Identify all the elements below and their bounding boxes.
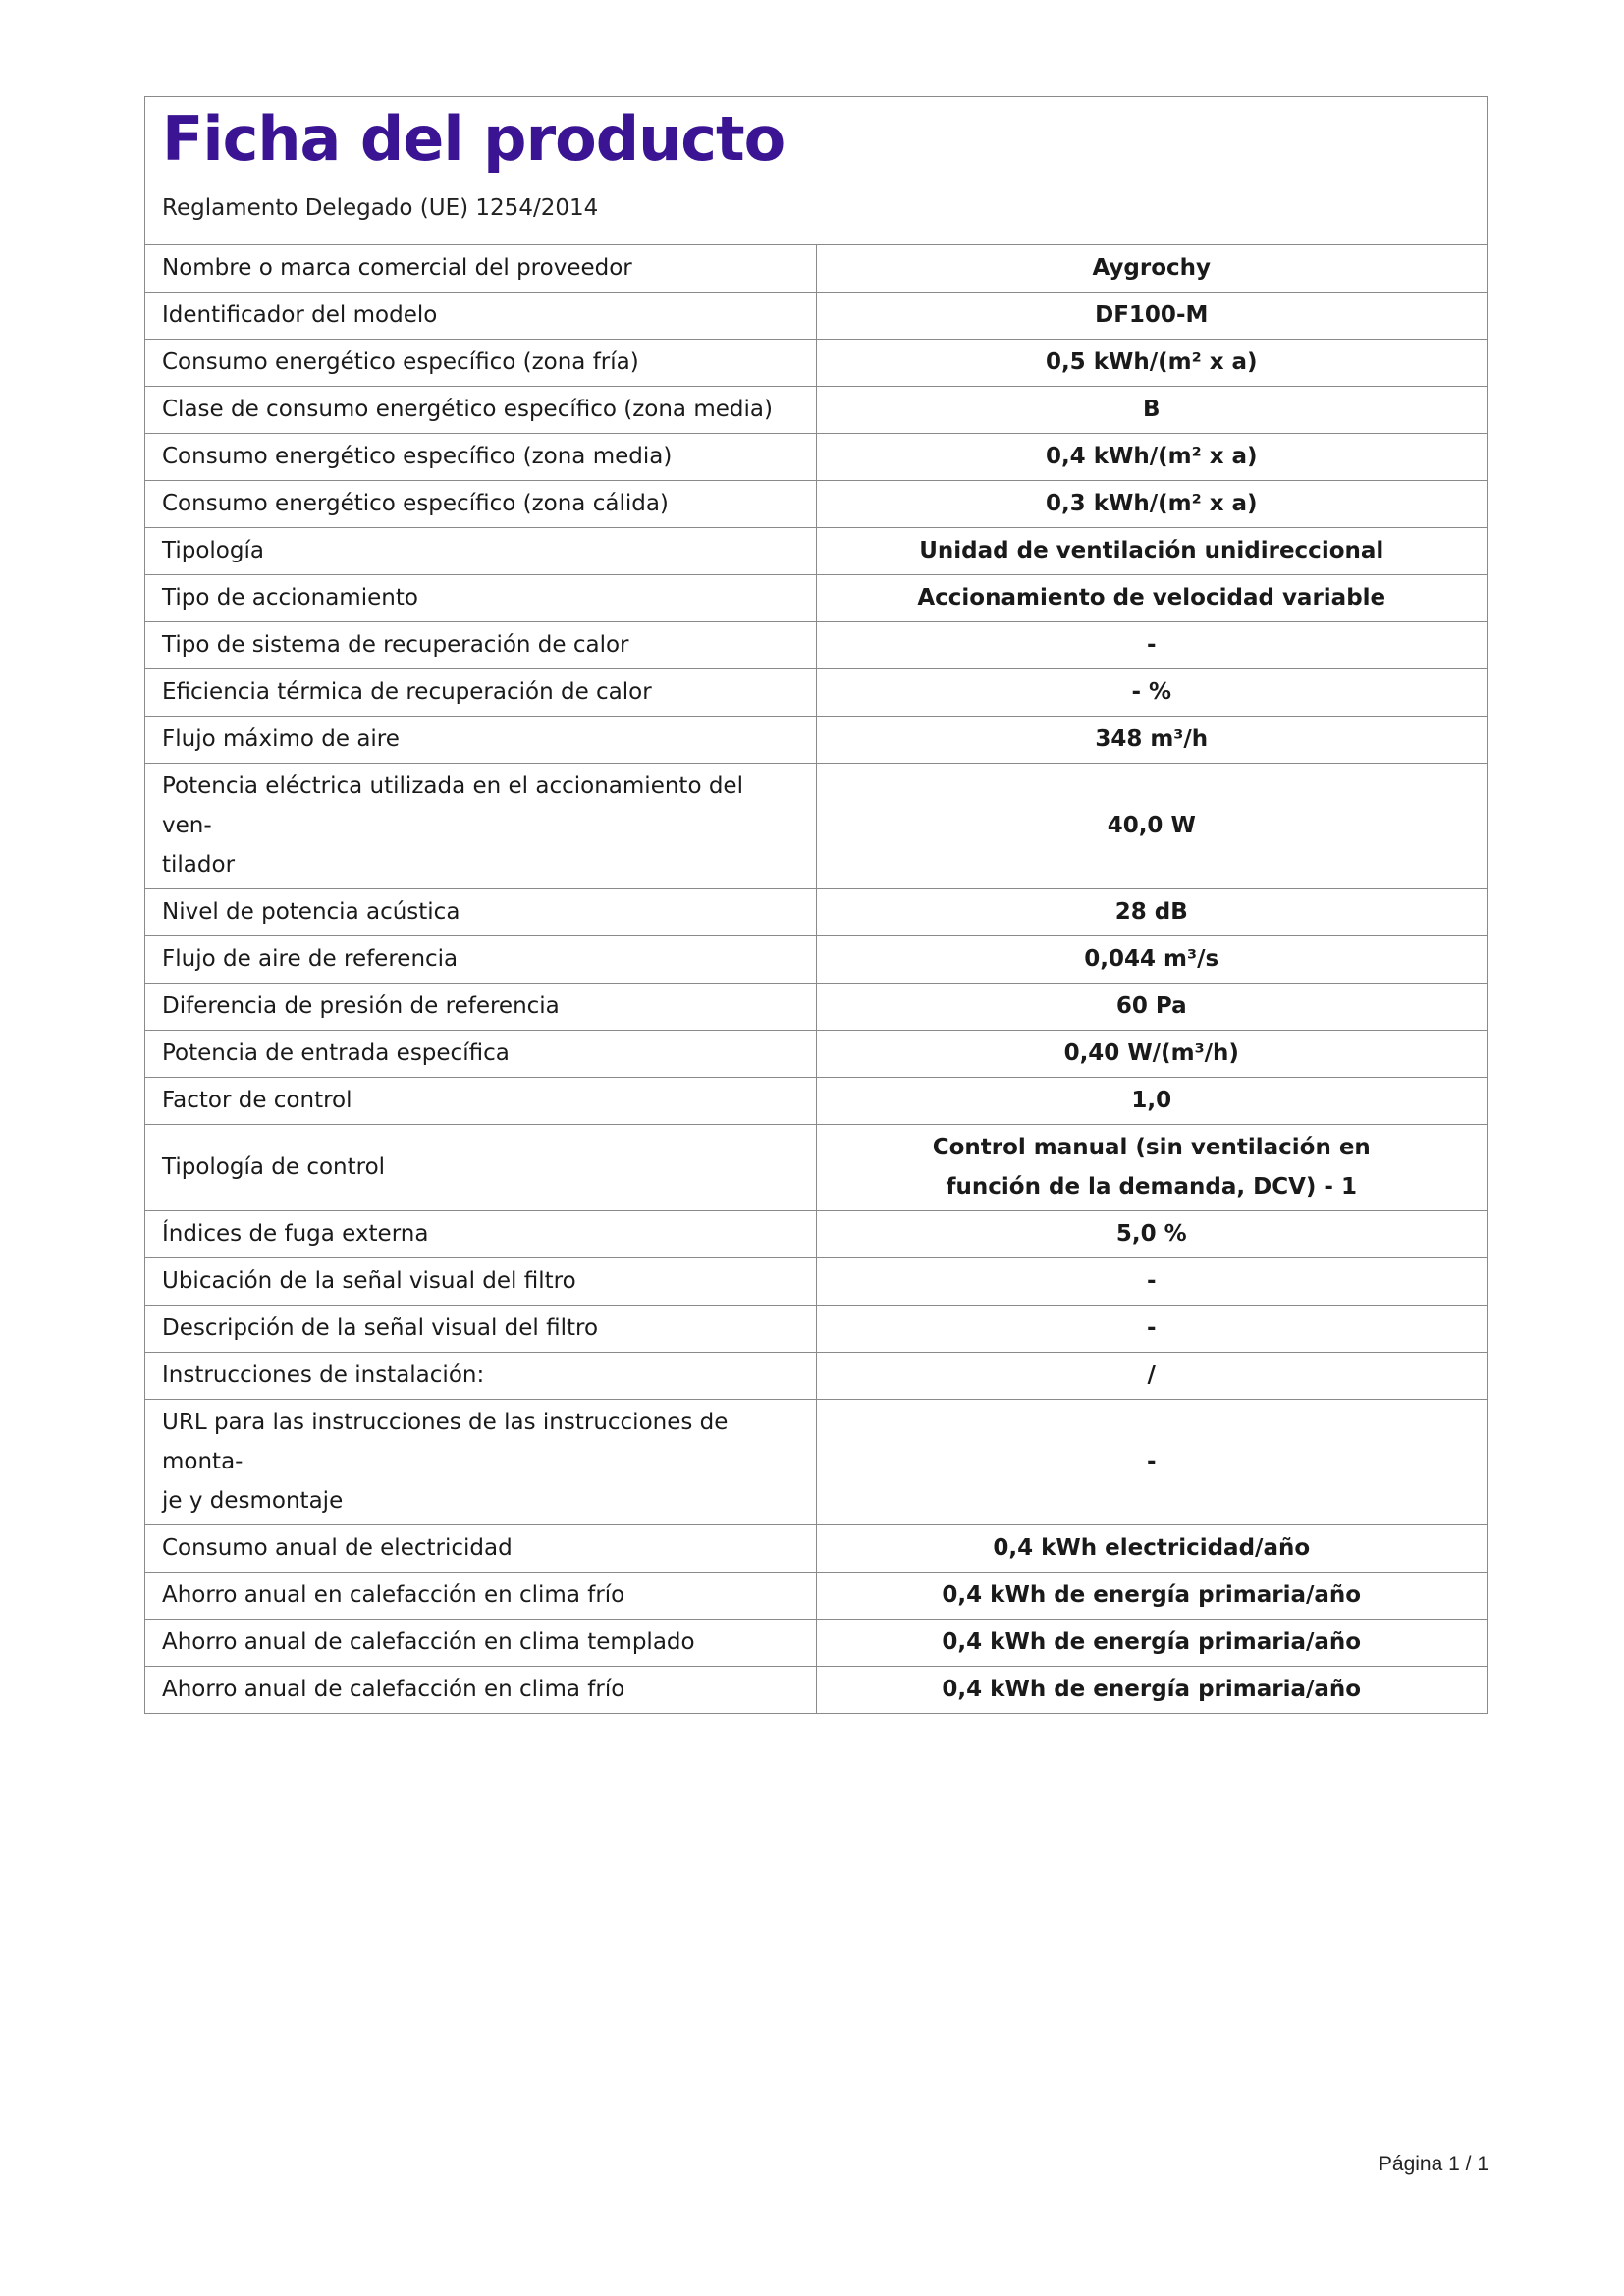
row-value: - [816, 622, 1487, 669]
row-value: - [816, 1400, 1487, 1525]
row-value: 1,0 [816, 1078, 1487, 1125]
row-label: Ahorro anual en calefacción en clima frío [145, 1573, 816, 1620]
row-value: Aygrochy [1092, 255, 1212, 281]
product-sheet [144, 96, 1488, 1714]
table-row [145, 293, 1487, 340]
row-value: DF100-M [816, 293, 1487, 340]
row-value: 5,0 % [816, 1211, 1487, 1258]
row-value: Control manual (sin ventilación en función de la demanda, DCV) - 1 [816, 1125, 1487, 1211]
row-value: 0,4 kWh de energía primaria/año [816, 1573, 1487, 1620]
row-label: Eficiencia térmica de recuperación de calor [145, 669, 816, 717]
row-label: Consumo energético específico (zona fría) [145, 340, 816, 387]
row-label: Potencia de entrada específica [145, 1031, 816, 1078]
table-row [145, 340, 1487, 387]
row-value: 40,0 W [816, 764, 1487, 889]
row-value: 60 Pa [816, 984, 1487, 1031]
table-row [145, 1306, 1487, 1353]
row-label: Ubicación de la señal visual del filtro [145, 1258, 816, 1306]
table-row [145, 1258, 1487, 1306]
table-row [145, 764, 1487, 889]
table-row [145, 434, 1487, 481]
row-label: Tipología [145, 528, 816, 575]
row-label: Identificador del modelo [145, 293, 816, 340]
row-value: 0,4 kWh electricidad/año [816, 1525, 1487, 1573]
table-row [145, 1211, 1487, 1258]
table-body [145, 245, 1487, 1713]
sheet-header [145, 97, 1487, 245]
row-value: B [816, 387, 1487, 434]
page-number: Página 1 / 1 [1378, 2153, 1489, 2175]
row-value: 0,4 kWh de energía primaria/año [816, 1620, 1487, 1667]
table-row [145, 245, 1487, 293]
row-value: - % [816, 669, 1487, 717]
table-row [145, 575, 1487, 622]
row-label: Instrucciones de instalación: [145, 1353, 816, 1400]
row-label: Consumo energético específico (zona cálida) [145, 481, 816, 528]
row-label: Flujo máximo de aire [145, 717, 816, 764]
row-label: Tipo de sistema de recuperación de calor [145, 622, 816, 669]
table-row [145, 387, 1487, 434]
row-value: 0,044 m³/s [816, 936, 1487, 984]
table-row [145, 528, 1487, 575]
table-row [145, 1078, 1487, 1125]
table-row [145, 669, 1487, 717]
row-label: Factor de control [145, 1078, 816, 1125]
row-label: Consumo energético específico (zona media) [145, 434, 816, 481]
table-row [145, 1667, 1487, 1714]
table-row [145, 1125, 1487, 1211]
page-title: Ficha del producto [162, 103, 785, 175]
row-label: Nombre o marca comercial del proveedor [145, 245, 816, 293]
table-row [145, 622, 1487, 669]
row-value: 348 m³/h [816, 717, 1487, 764]
row-label: URL para las instrucciones de las instrucciones de monta- je y desmontaje [145, 1400, 816, 1525]
table-row [145, 1353, 1487, 1400]
row-value: - [816, 1258, 1487, 1306]
row-label: Potencia eléctrica utilizada en el accionamiento del ven- tilador [145, 764, 816, 889]
row-value: / [816, 1353, 1487, 1400]
row-value: Unidad de ventilación unidireccional [816, 528, 1487, 575]
row-value: 28 dB [816, 889, 1487, 936]
row-value: 0,40 W/(m³/h) [816, 1031, 1487, 1078]
product-data-table [145, 245, 1487, 1713]
table-row [145, 1620, 1487, 1667]
table-row [145, 1400, 1487, 1525]
table-row [145, 1525, 1487, 1573]
row-value: Accionamiento de velocidad variable [816, 575, 1487, 622]
table-row [145, 936, 1487, 984]
row-value: 0,4 kWh de energía primaria/año [816, 1667, 1487, 1714]
regulation-subtitle: Reglamento Delegado (UE) 1254/2014 [162, 195, 599, 221]
row-label: Tipología de control [145, 1125, 816, 1211]
row-value: 0,3 kWh/(m² x a) [816, 481, 1487, 528]
row-label: Ahorro anual de calefacción en clima frío [145, 1667, 816, 1714]
row-label: Índices de fuga externa [145, 1211, 816, 1258]
row-value: 0,5 kWh/(m² x a) [816, 340, 1487, 387]
row-label: Descripción de la señal visual del filtro [145, 1306, 816, 1353]
row-value: - [816, 1306, 1487, 1353]
table-row [145, 1031, 1487, 1078]
row-value: 0,4 kWh/(m² x a) [816, 434, 1487, 481]
table-row [145, 889, 1487, 936]
row-label: Consumo anual de electricidad [145, 1525, 816, 1573]
table-row [145, 481, 1487, 528]
row-label: Diferencia de presión de referencia [145, 984, 816, 1031]
row-label: Ahorro anual de calefacción en clima templado [145, 1620, 816, 1667]
table-row [145, 717, 1487, 764]
row-label: Nivel de potencia acústica [145, 889, 816, 936]
row-label: Tipo de accionamiento [145, 575, 816, 622]
row-label: Flujo de aire de referencia [145, 936, 816, 984]
table-row [145, 1573, 1487, 1620]
row-label: Clase de consumo energético específico (zona media) [145, 387, 816, 434]
table-row [145, 984, 1487, 1031]
